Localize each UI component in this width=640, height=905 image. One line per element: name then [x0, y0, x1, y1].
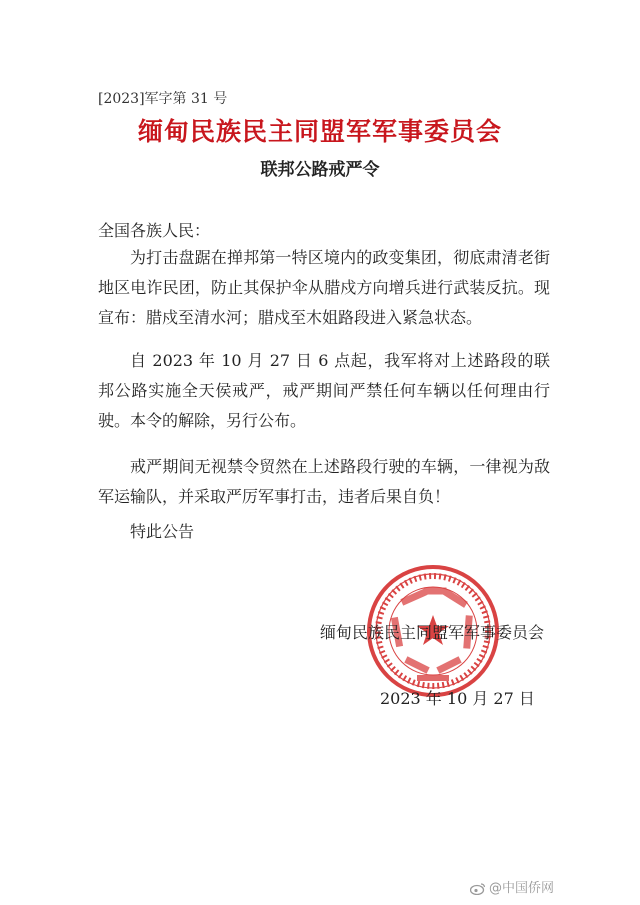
salutation: 全国各族人民：	[98, 221, 211, 240]
paragraph-1: 为打击盘踞在掸邦第一特区境内的政变集团，彻底肃清老街地区电诈民团，防止其保护伞从腊戍方向增兵进行武装反抗。现宣布：腊戍至清水河；腊戍至木姐路段进入紧急状态。	[98, 248, 550, 327]
document-number: [2023]军字第 31 号	[98, 91, 228, 107]
closing-line: 特此公告	[130, 522, 195, 541]
signature-organization: 缅甸民族民主同盟军军事委员会	[320, 623, 545, 642]
source-watermark	[470, 877, 554, 896]
watermark-text: @中国侨网	[489, 881, 555, 896]
order-title: 联邦公路戒严令	[260, 160, 380, 180]
organization-title: 缅甸民族民主同盟军军事委员会	[137, 117, 502, 146]
paragraph-2: 自 2023 年 10 月 27 日 6 点起，我军将对上述路段的联邦公路实施全天侯戒严，戒严期间严禁任何车辆以任何理由行驶。本令的解除，另行公布。	[98, 351, 550, 430]
paragraph-3: 戒严期间无视禁令贸然在上述路段行驶的车辆，一律视为敌军运输队，并采取严厉军事打击，违者后果自负！	[98, 457, 550, 506]
weibo-icon	[470, 882, 486, 895]
signature-date: 2023 年 10 月 27 日	[380, 689, 535, 708]
